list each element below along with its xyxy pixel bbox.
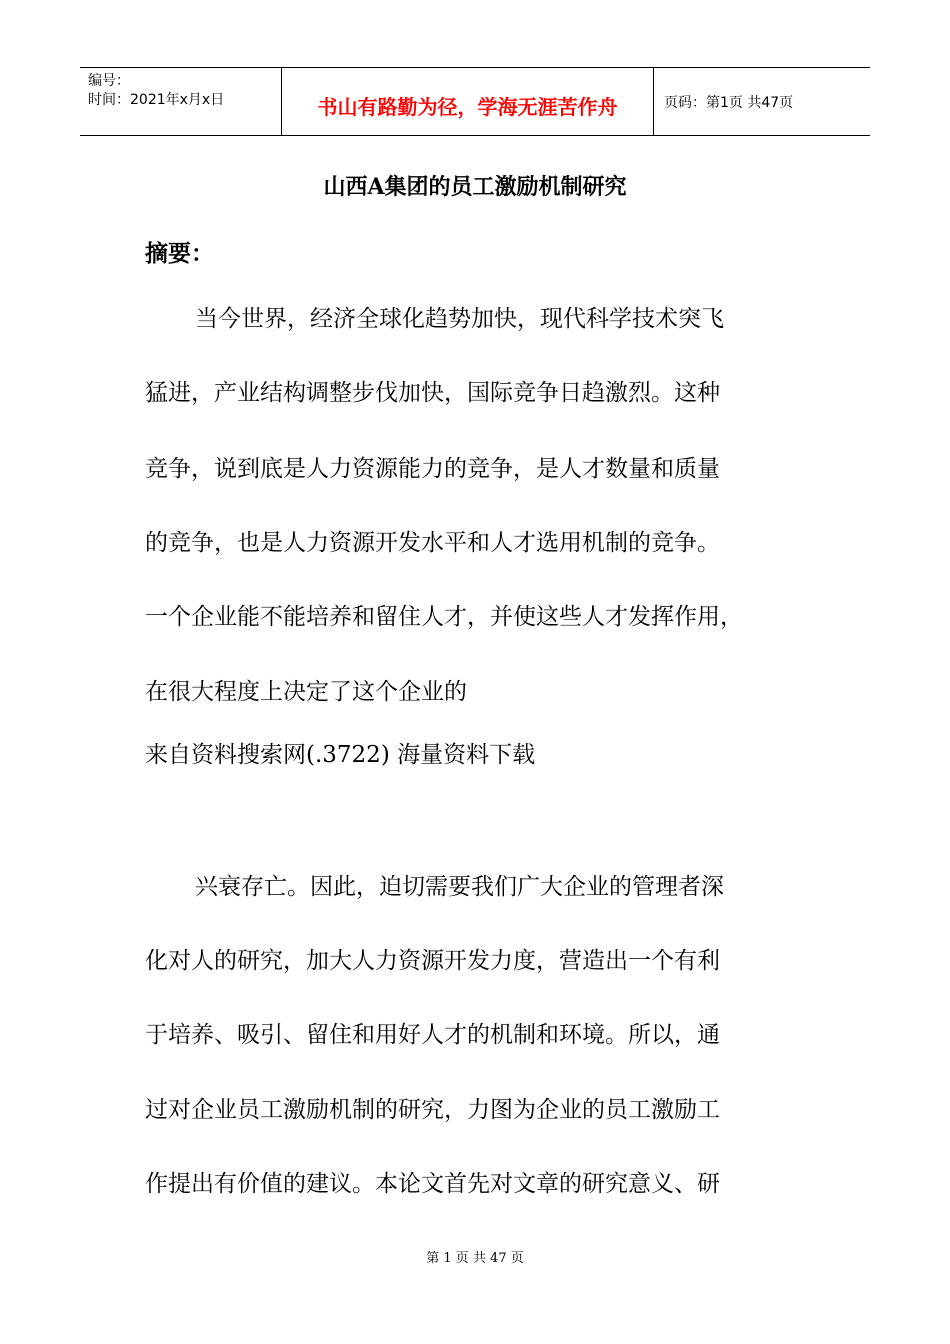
body-line: 猛进，产业结构调整步伐加快，国际竞争日趋激烈。这种 <box>145 380 720 406</box>
body-line: 一个企业能不能培养和留住人才，并使这些人才发挥作用， <box>145 604 743 630</box>
document-header <box>80 67 870 136</box>
body-line: 于培养、吸引、留住和用好人才的机制和环境。所以，通 <box>145 1022 720 1048</box>
header-page-info: 页码：第1页 共47页 <box>664 95 794 111</box>
abstract-heading: 摘要： <box>145 240 214 267</box>
body-line: 当今世界，经济全球化趋势加快，现代科学技术突飞 <box>195 306 724 332</box>
body-line: 作提出有价值的建议。本论文首先对文章的研究意义、研 <box>145 1171 720 1197</box>
page-footer: 第 1 页 共 47 页 <box>426 1251 524 1266</box>
body-line: 化对人的研究，加大人力资源开发力度，营造出一个有利 <box>145 948 720 974</box>
motto: 书山有路勤为径，学海无涯苦作舟 <box>317 95 618 119</box>
header-motto-cell <box>281 68 654 135</box>
body-line: 竞争，说到底是人力资源能力的竞争，是人才数量和质量 <box>145 456 720 482</box>
source-line: 来自资料搜索网(.3722) 海量资料下载 <box>145 742 536 768</box>
date-label: 时间：2021年x月x日 <box>88 92 225 108</box>
document-title: 山西A集团的员工激励机制研究 <box>323 174 627 200</box>
header-meta-cell <box>80 68 281 135</box>
number-label: 编号： <box>88 73 130 89</box>
body-line: 在很大程度上决定了这个企业的 <box>145 679 467 705</box>
body-line: 兴衰存亡。因此，迫切需要我们广大企业的管理者深 <box>195 874 724 900</box>
body-line: 过对企业员工激励机制的研究，力图为企业的员工激励工 <box>145 1097 720 1123</box>
header-page-cell <box>654 68 870 135</box>
body-line: 的竞争，也是人力资源开发水平和人才选用机制的竞争。 <box>145 530 720 556</box>
